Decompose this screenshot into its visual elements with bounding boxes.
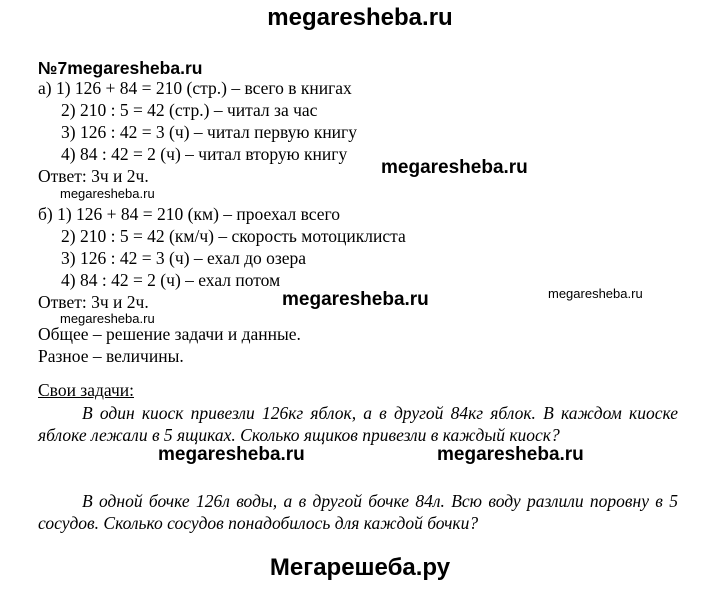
own-task-2 xyxy=(38,490,678,534)
task-number-watermark: megaresheba.ru xyxy=(67,58,203,78)
own-task-2-text: В одной бочке 126л воды, а в другой бочке 84л. Всю воду разлили поровну в 5 сосудов. Сколько сосудов понадобилось для каждой бочки? xyxy=(38,491,678,533)
part-a-line-4: 4) 84 : 42 = 2 (ч) – читал вторую книгу xyxy=(61,144,348,164)
watermark: megaresheba.ru xyxy=(381,157,528,178)
watermark-small: megaresheba.ru xyxy=(60,311,155,326)
part-b-line-3: 3) 126 : 42 = 3 (ч) – ехал до озера xyxy=(61,248,307,268)
part-b-line-4: 4) 84 : 42 = 2 (ч) – ехал потом xyxy=(61,270,281,290)
part-a-line-3: 3) 126 : 42 = 3 (ч) – читал первую книгу xyxy=(61,122,357,142)
common-line: Общее – решение задачи и данные. xyxy=(38,324,301,344)
own-task-1 xyxy=(38,402,678,446)
part-b-line-2: 2) 210 : 5 = 42 (км/ч) – скорость мотоциклиста xyxy=(61,226,406,246)
part-a-line-2: 2) 210 : 5 = 42 (стр.) – читал за час xyxy=(61,100,318,120)
footer-watermark: Мегарешеба.ру xyxy=(269,554,451,581)
part-a-answer: Ответ: 3ч и 2ч. xyxy=(38,166,149,186)
watermark: megaresheba.ru xyxy=(282,289,429,310)
part-b-answer: Ответ: 3ч и 2ч. xyxy=(38,292,149,312)
own-tasks-heading: Свои задачи: xyxy=(38,380,134,400)
different-line: Разное – величины. xyxy=(38,346,184,366)
watermark-small: megaresheba.ru xyxy=(60,186,155,201)
part-b-line-1: б) 1) 126 + 84 = 210 (км) – проехал всего xyxy=(38,204,340,224)
watermark-small: megaresheba.ru xyxy=(548,286,643,301)
watermark: megaresheba.ru xyxy=(158,444,305,465)
part-a-line-1: а) 1) 126 + 84 = 210 (стр.) – всего в книгах xyxy=(38,78,352,98)
watermark: megaresheba.ru xyxy=(437,444,584,465)
header-watermark: megaresheba.ru xyxy=(267,4,453,31)
task-number-line xyxy=(38,58,202,78)
own-task-1-text: В один киоск привезли 126кг яблок, а в другой 84кг яблок. В каждом киоске яблоке лежали в 5 ящиках. Сколько ящиков привезли в каждый киоск? xyxy=(38,403,678,445)
task-number: №7 xyxy=(38,58,68,78)
